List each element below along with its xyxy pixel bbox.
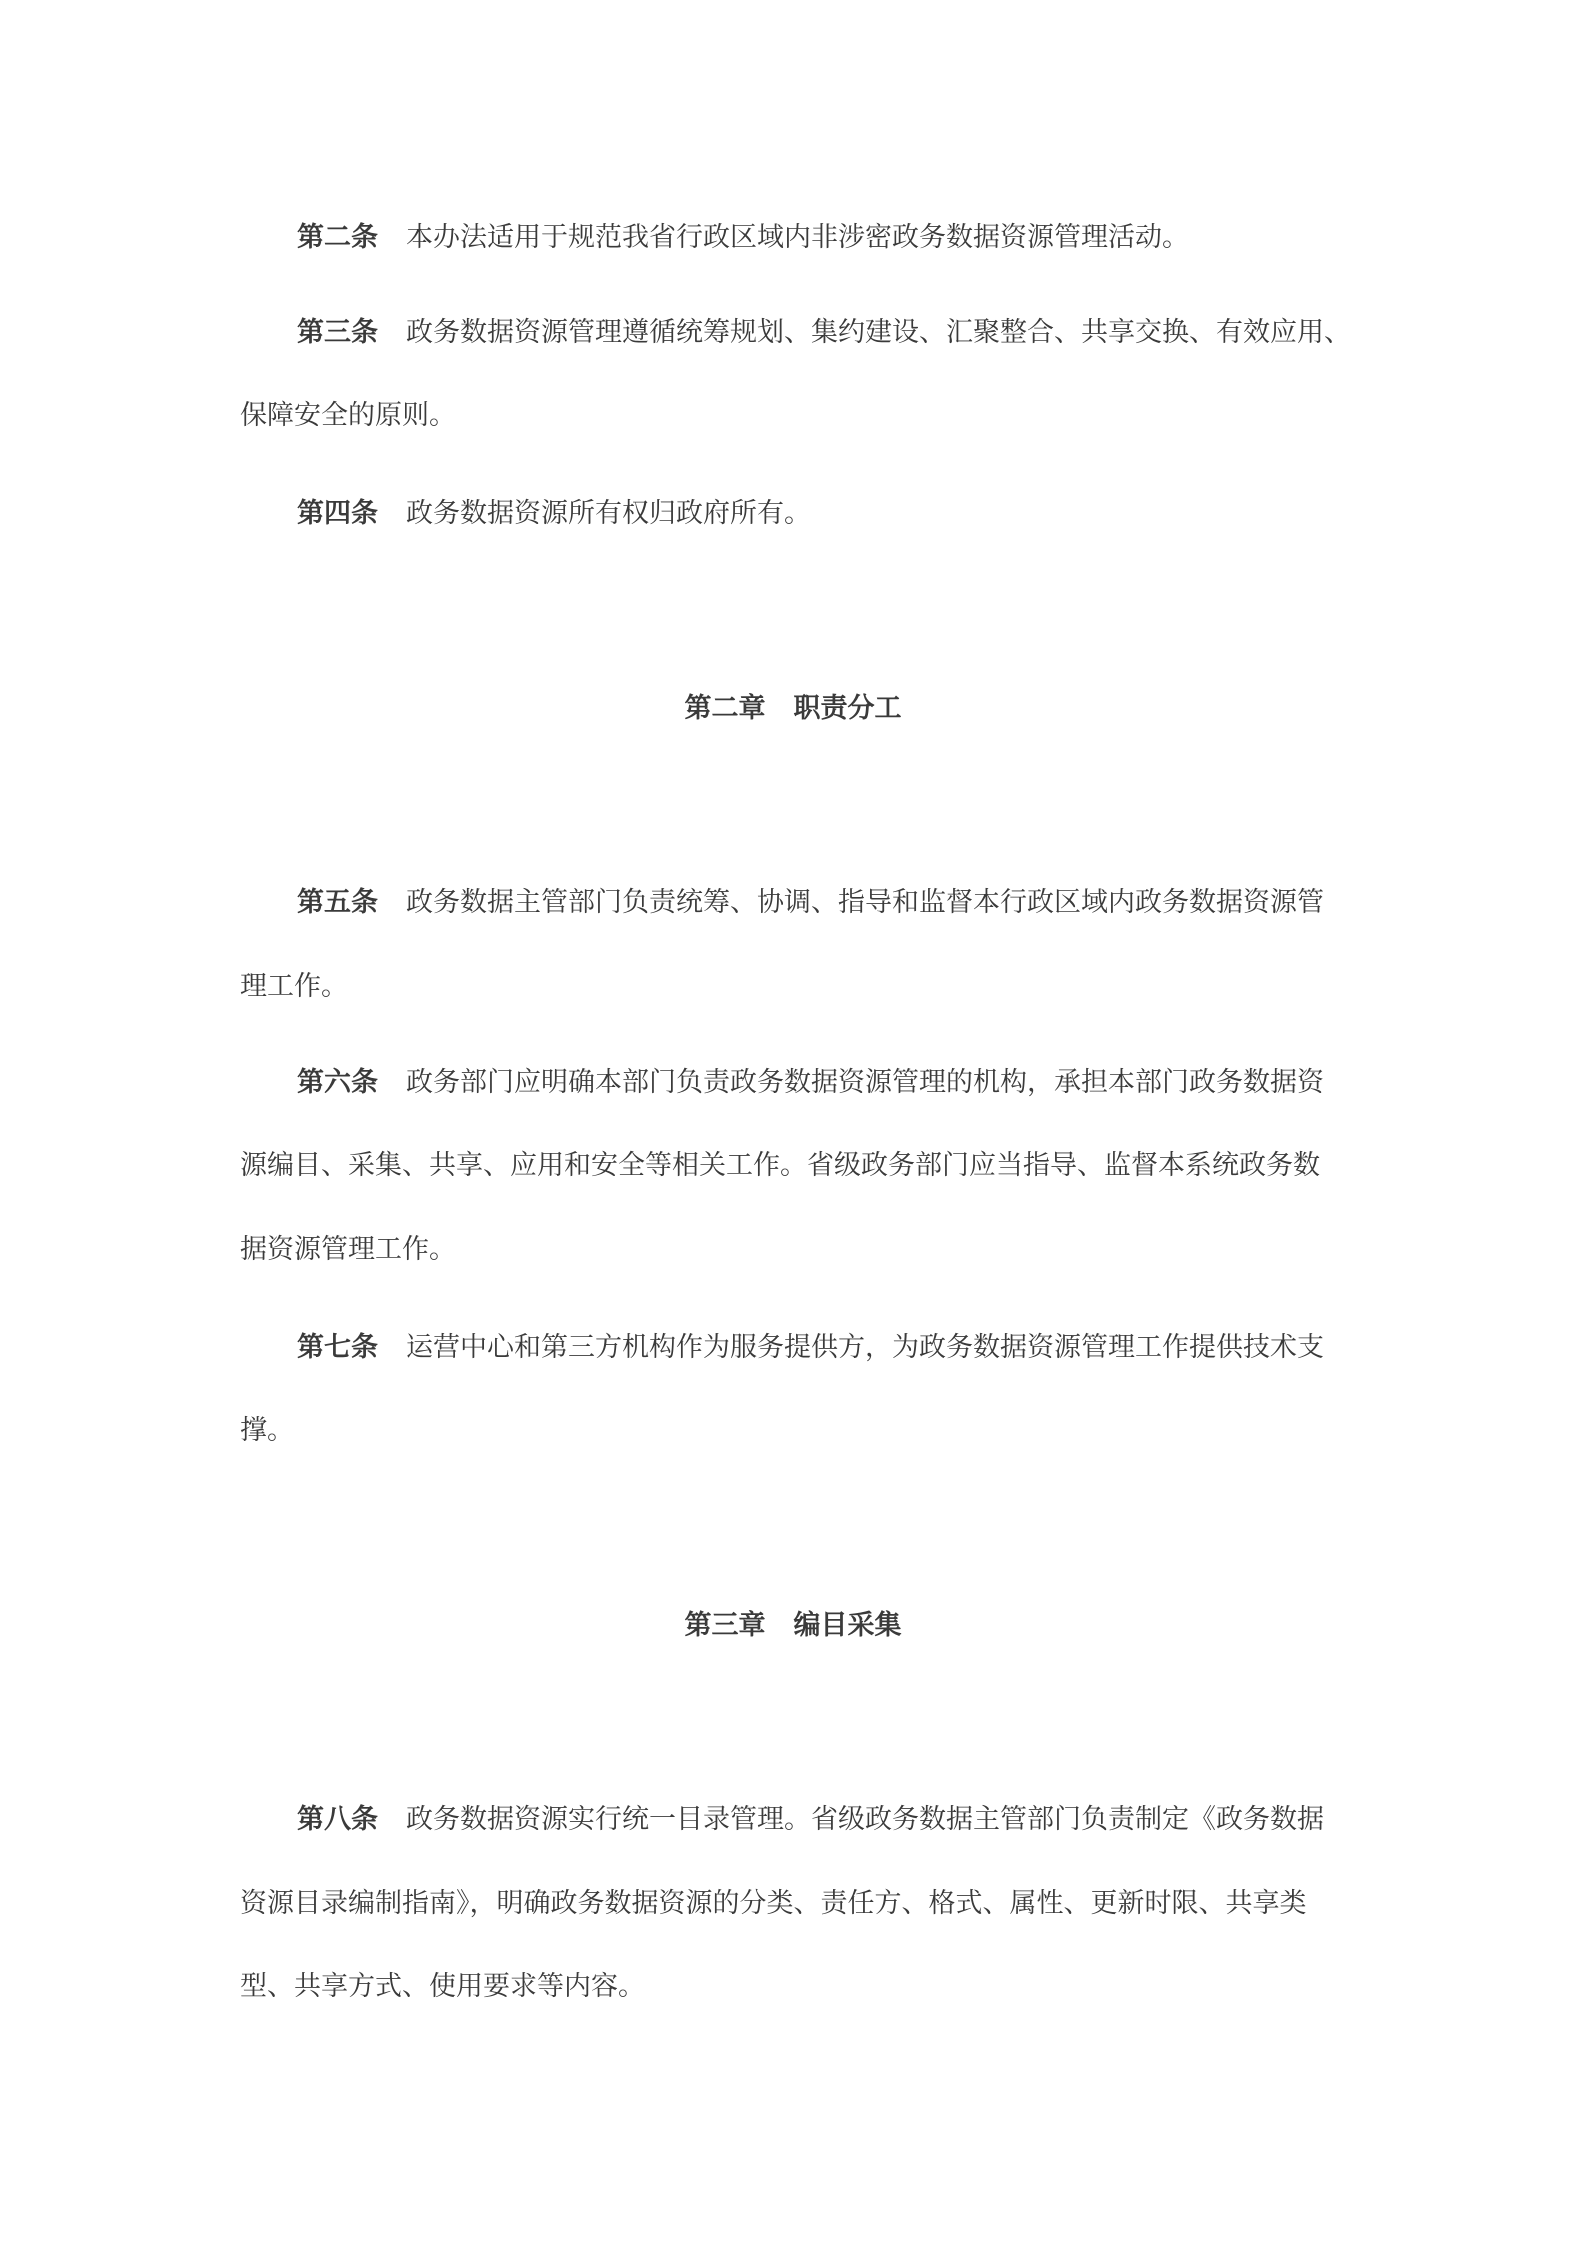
chapter-number: 第三章 xyxy=(684,1610,766,1641)
article-label: 第二条 xyxy=(297,222,378,253)
article-line: 据资源管理工作。 xyxy=(240,1234,456,1265)
article-text: 政务数据资源实行统一目录管理。省级政务数据主管部门负责制定《政务数据 xyxy=(406,1804,1324,1835)
article-line xyxy=(297,883,1413,923)
article-text: 政务数据资源所有权归政府所有。 xyxy=(406,498,811,529)
article-label: 第六条 xyxy=(297,1067,378,1098)
article-line xyxy=(297,313,1413,353)
article-line: 源编目、采集、共享、应用和安全等相关工作。省级政务部门应当指导、监督本系统政务数 xyxy=(240,1150,1320,1181)
article-line: 资源目录编制指南》，明确政务数据资源的分类、责任方、格式、属性、更新时限、共享类 xyxy=(240,1888,1307,1919)
article-label: 第五条 xyxy=(297,887,378,918)
article-text: 政务数据资源管理遵循统筹规划、集约建设、汇聚整合、共享交换、有效应用、 xyxy=(406,317,1351,348)
article-line xyxy=(297,1063,1413,1103)
article-label: 第八条 xyxy=(297,1804,378,1835)
article-label: 第七条 xyxy=(297,1332,378,1363)
article-line: 撑。 xyxy=(240,1415,294,1446)
article-text: 运营中心和第三方机构作为服务提供方，为政务数据资源管理工作提供技术支 xyxy=(406,1332,1324,1363)
article-line xyxy=(297,494,1413,534)
chapter-title: 职责分工 xyxy=(793,693,902,724)
chapter-number: 第二章 xyxy=(684,693,766,724)
article-line: 理工作。 xyxy=(240,971,348,1002)
article-line xyxy=(297,1800,1413,1840)
article-label: 第三条 xyxy=(297,317,378,348)
chapter-heading xyxy=(0,1606,1586,1646)
article-line: 型、共享方式、使用要求等内容。 xyxy=(240,1971,645,2002)
article-line xyxy=(297,1328,1413,1368)
article-text: 政务部门应明确本部门负责政务数据资源管理的机构，承担本部门政务数据资 xyxy=(406,1067,1324,1098)
chapter-title: 编目采集 xyxy=(793,1610,902,1641)
chapter-heading xyxy=(0,689,1586,729)
article-text: 本办法适用于规范我省行政区域内非涉密政务数据资源管理活动。 xyxy=(406,222,1189,253)
article-text: 政务数据主管部门负责统筹、协调、指导和监督本行政区域内政务数据资源管 xyxy=(406,887,1324,918)
article-label: 第四条 xyxy=(297,498,378,529)
article-line: 保障安全的原则。 xyxy=(240,400,456,431)
article-line xyxy=(297,218,1413,258)
